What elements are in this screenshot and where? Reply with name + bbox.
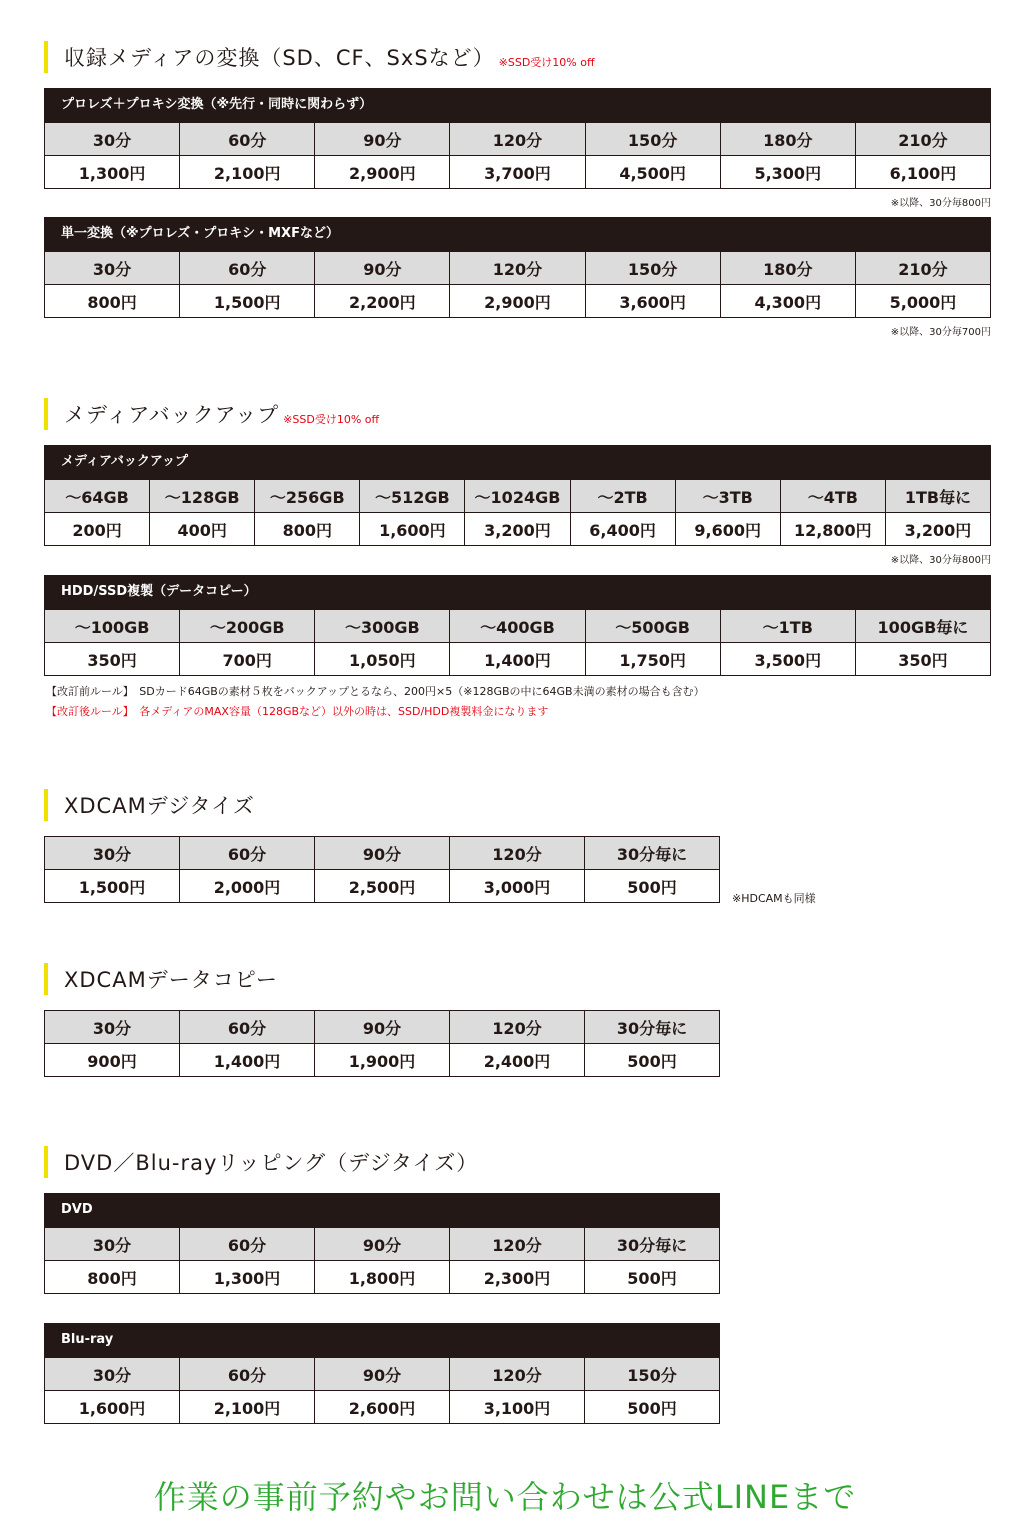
hdcam-note: ※HDCAMも同様 [732,892,816,905]
label-cell: 150分 [585,252,720,285]
price-cell: 3,200円 [465,513,570,546]
price-cell: 5,300円 [720,156,855,189]
price-cell: 2,200円 [315,285,450,318]
label-cell: 30分毎に [585,1228,720,1261]
section-title-xdcam-digitize [44,788,255,822]
price-cell: 350円 [45,643,180,676]
price-cell: 800円 [255,513,360,546]
price-cell: 2,100円 [180,1391,315,1424]
section-title-media-backup [44,397,379,431]
bluray-table [44,1323,720,1424]
price-cell: 3,600円 [585,285,720,318]
price-cell: 1,300円 [45,156,180,189]
price-cell: 12,800円 [780,513,885,546]
label-cell: 60分 [180,252,315,285]
price-cell: 800円 [45,285,180,318]
label-cell: 100GB毎に [855,610,990,643]
label-cell: 150分 [585,1358,720,1391]
label-cell: 90分 [315,1228,450,1261]
label-cell: 90分 [315,123,450,156]
line-contact-cta: 作業の事前予約やお問い合わせは公式LINEまで [153,1478,857,1516]
price-cell: 2,000円 [180,870,315,903]
single-conversion-table [44,217,991,318]
label-cell: 〜100GB [45,610,180,643]
title-accent-bar [44,789,48,821]
label-cell: 90分 [315,1011,450,1044]
label-row [45,252,991,285]
label-cell: 30分 [45,252,180,285]
price-cell: 500円 [585,1044,720,1077]
xdcam-digitize-table [44,836,720,903]
label-cell: 120分 [450,252,585,285]
price-cell: 6,100円 [855,156,990,189]
label-cell: 1TB毎に [885,480,990,513]
label-cell: 30分毎に [585,1011,720,1044]
title-accent-bar [44,41,48,73]
label-cell: 60分 [180,1228,315,1261]
price-cell: 4,500円 [585,156,720,189]
price-cell: 400円 [150,513,255,546]
label-cell: 90分 [315,837,450,870]
media-backup-table [44,445,991,546]
table-header: メディアバックアップ [44,445,991,479]
price-cell: 3,100円 [450,1391,585,1424]
price-cell: 500円 [585,1391,720,1424]
price-cell: 2,400円 [450,1044,585,1077]
rule-after-note: 【改訂後ルール】 各メディアのMAX容量（128GBなど）以外の時は、SSD/HDD複製料金になります [46,705,549,718]
hdd-ssd-copy-table [44,575,991,676]
price-cell: 1,600円 [45,1391,180,1424]
price-cell: 1,400円 [450,643,585,676]
label-cell: 30分 [45,123,180,156]
label-cell: 〜256GB [255,480,360,513]
label-row [45,610,991,643]
label-cell: 30分 [45,1358,180,1391]
label-cell: 90分 [315,252,450,285]
ssd-discount-note: ※SSD受け10% off [283,413,380,426]
price-cell: 2,900円 [315,156,450,189]
label-cell: 120分 [450,1358,585,1391]
price-cell: 3,500円 [720,643,855,676]
label-cell: 〜128GB [150,480,255,513]
price-cell: 4,300円 [720,285,855,318]
label-cell: 〜1TB [720,610,855,643]
label-row [45,1011,720,1044]
section-title-text: XDCAMデジタイズ [64,794,255,818]
label-cell: 90分 [315,1358,450,1391]
section-title-text: メディアバックアップ [64,403,280,427]
price-cell: 3,000円 [450,870,585,903]
label-cell: 120分 [450,837,585,870]
label-cell: 〜3TB [675,480,780,513]
after-note: ※以降、30分毎800円 [890,198,991,209]
label-cell: 〜2TB [570,480,675,513]
price-cell: 5,000円 [855,285,990,318]
price-row [45,513,991,546]
price-cell: 2,300円 [450,1261,585,1294]
label-row [45,837,720,870]
price-cell: 200円 [45,513,150,546]
section-title-ripping [44,1145,478,1179]
label-cell: 150分 [585,123,720,156]
price-row [45,643,991,676]
price-cell: 6,400円 [570,513,675,546]
table-header: Blu-ray [44,1323,720,1357]
xdcam-copy-table [44,1010,720,1077]
price-cell: 1,300円 [180,1261,315,1294]
label-cell: 〜64GB [45,480,150,513]
price-cell: 350円 [855,643,990,676]
price-cell: 9,600円 [675,513,780,546]
price-cell: 1,050円 [315,643,450,676]
label-cell: 〜4TB [780,480,885,513]
table-header: HDD/SSD複製（データコピー） [44,575,991,609]
price-row [45,1044,720,1077]
label-cell: 〜512GB [360,480,465,513]
rule-before-note: 【改訂前ルール】 SDカード64GBの素材５枚をバックアップとるなら、200円×5（※128GBの中に64GB未満の素材の場合も含む） [46,685,705,698]
price-cell: 1,900円 [315,1044,450,1077]
price-cell: 1,600円 [360,513,465,546]
label-cell: 〜400GB [450,610,585,643]
label-row [45,1228,720,1261]
price-cell: 2,500円 [315,870,450,903]
price-cell: 1,500円 [45,870,180,903]
label-row [45,1358,720,1391]
price-cell: 500円 [585,1261,720,1294]
label-cell: 〜300GB [315,610,450,643]
price-row [45,1391,720,1424]
label-cell: 60分 [180,1358,315,1391]
label-cell: 60分 [180,123,315,156]
price-cell: 1,750円 [585,643,720,676]
price-cell: 700円 [180,643,315,676]
label-cell: 60分 [180,1011,315,1044]
title-accent-bar [44,963,48,995]
price-cell: 1,400円 [180,1044,315,1077]
label-cell: 〜200GB [180,610,315,643]
label-cell: 60分 [180,837,315,870]
label-cell: 180分 [720,252,855,285]
price-cell: 2,100円 [180,156,315,189]
price-cell: 900円 [45,1044,180,1077]
label-row [45,480,991,513]
price-cell: 1,800円 [315,1261,450,1294]
section-title-xdcam-copy [44,962,278,996]
ssd-discount-note: ※SSD受け10% off [498,56,595,69]
section-title-text: 収録メディアの変換（SD、CF、SxSなど） [64,46,495,70]
prores-proxy-table [44,88,991,189]
price-row [45,1261,720,1294]
after-note: ※以降、30分毎800円 [890,555,991,566]
label-cell: 30分 [45,837,180,870]
after-note: ※以降、30分毎700円 [890,327,991,338]
section-title-media-conversion [44,40,595,74]
price-cell: 3,200円 [885,513,990,546]
section-title-text: XDCAMデータコピー [64,968,278,992]
label-cell: 〜1024GB [465,480,570,513]
section-title-text: DVD／Blu-rayリッピング（デジタイズ） [64,1151,479,1175]
price-row [45,285,991,318]
price-cell: 1,500円 [180,285,315,318]
table-header: 単一変換（※プロレズ・プロキシ・MXFなど） [44,217,991,251]
label-cell: 30分毎に [585,837,720,870]
label-cell: 〜500GB [585,610,720,643]
price-cell: 800円 [45,1261,180,1294]
title-accent-bar [44,1146,48,1178]
price-cell: 2,900円 [450,285,585,318]
label-cell: 180分 [720,123,855,156]
label-cell: 120分 [450,123,585,156]
label-cell: 210分 [855,252,990,285]
label-cell: 30分 [45,1011,180,1044]
price-cell: 500円 [585,870,720,903]
price-cell: 3,700円 [450,156,585,189]
table-header: プロレズ＋プロキシ変換（※先行・同時に関わらず） [44,88,991,122]
label-cell: 210分 [855,123,990,156]
dvd-table [44,1193,720,1294]
label-cell: 30分 [45,1228,180,1261]
label-row [45,123,991,156]
price-row [45,156,991,189]
table-header: DVD [44,1193,720,1227]
price-cell: 2,600円 [315,1391,450,1424]
label-cell: 120分 [450,1011,585,1044]
label-cell: 120分 [450,1228,585,1261]
title-accent-bar [44,398,48,430]
price-row [45,870,720,903]
